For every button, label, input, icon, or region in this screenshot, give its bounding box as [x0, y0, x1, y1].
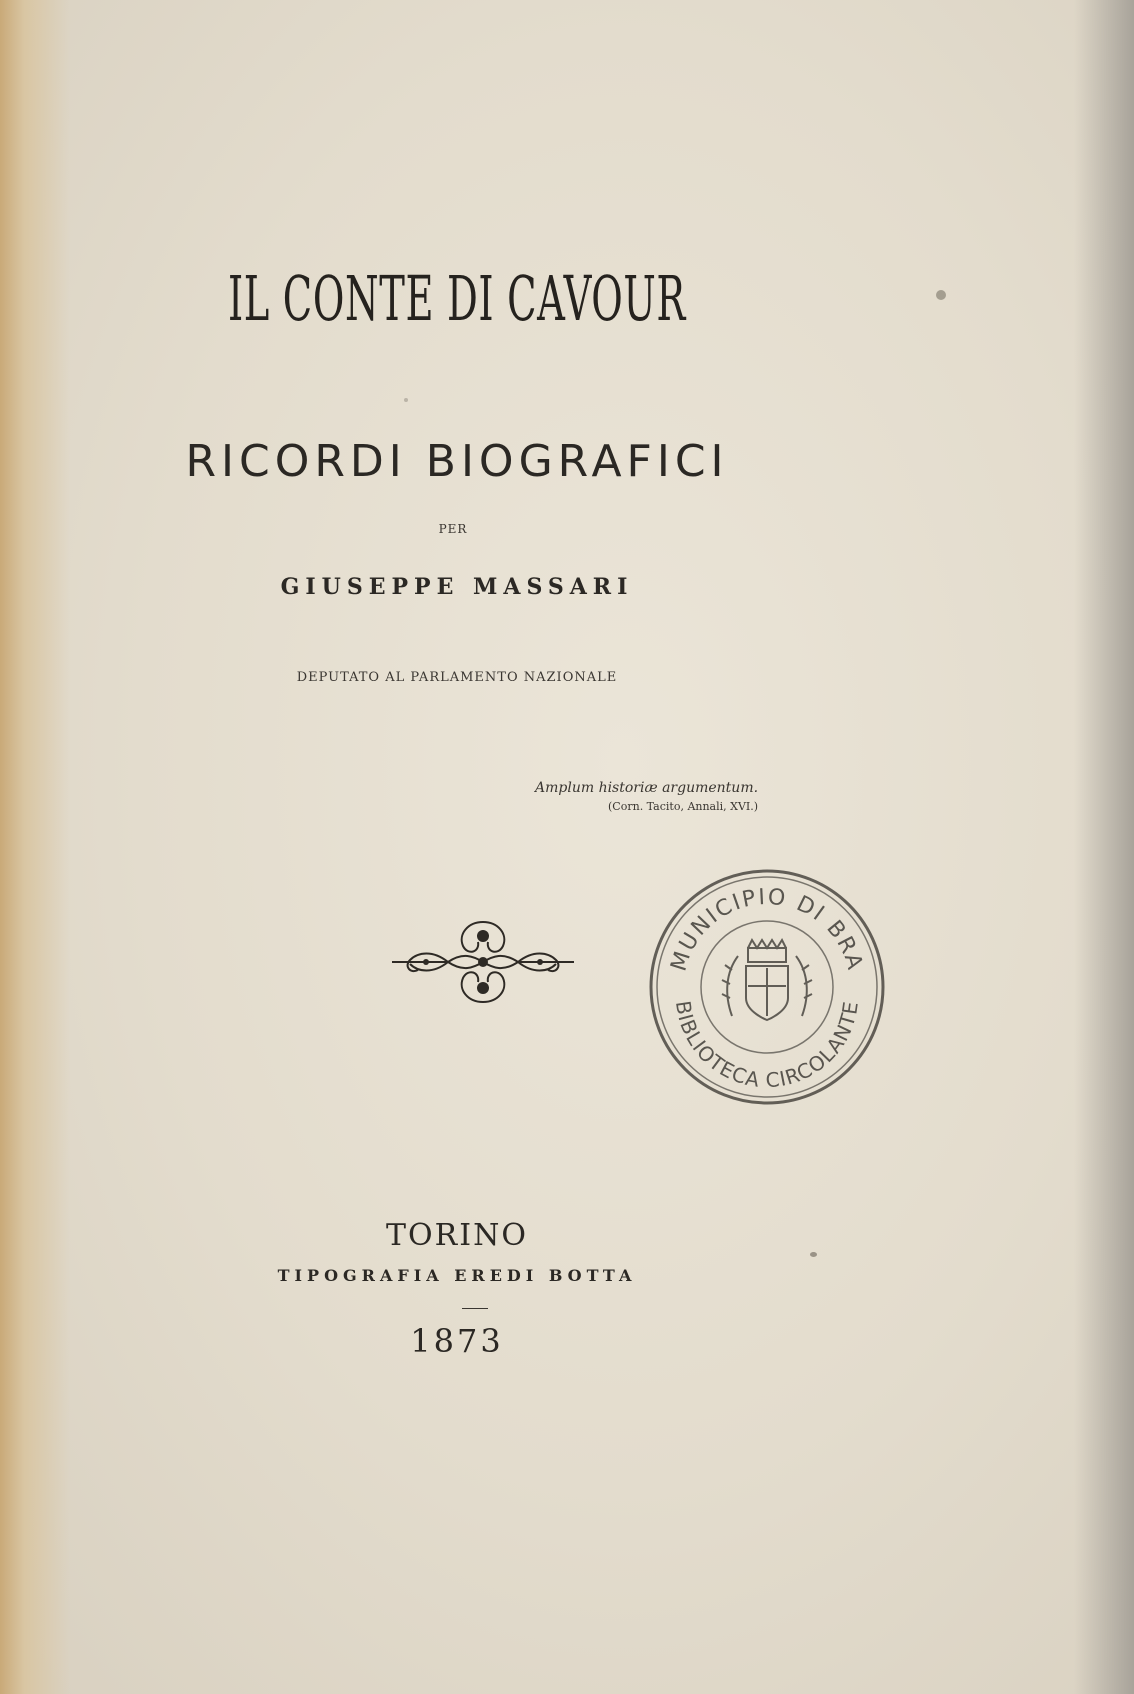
author-name: GIUSEPPE MASSARI [280, 574, 634, 600]
publisher-name: TIPOGRAFIA EREDI BOTTA [277, 1266, 637, 1285]
library-stamp [646, 866, 888, 1108]
publication-city: TORINO [386, 1218, 528, 1253]
divider-rule [462, 1308, 488, 1309]
book-title: IL CONTE DI CAVOUR [227, 262, 686, 335]
paper-speck [404, 398, 408, 402]
floral-ornament-icon [388, 912, 578, 1012]
author-role: DEPUTATO AL PARLAMENTO NAZIONALE [296, 670, 618, 685]
paper-speck [936, 290, 946, 300]
paper-speck [810, 1252, 817, 1257]
stamp-bottom-text: BIBLIOTECA CIRCOLANTE [670, 999, 864, 1093]
coat-of-arms-icon [722, 940, 812, 1020]
epigraph-quote: Amplum historiæ argumentum. [535, 780, 759, 796]
epigraph [535, 780, 758, 813]
per-label: PER [438, 522, 468, 536]
stamp-top-text: MUNICIPIO DI BRA [666, 884, 868, 975]
book-subtitle: RICORDI BIOGRAFICI [185, 436, 729, 487]
publication-year: 1873 [410, 1322, 504, 1360]
epigraph-source: (Corn. Tacito, Annali, XVI.) [608, 800, 759, 813]
